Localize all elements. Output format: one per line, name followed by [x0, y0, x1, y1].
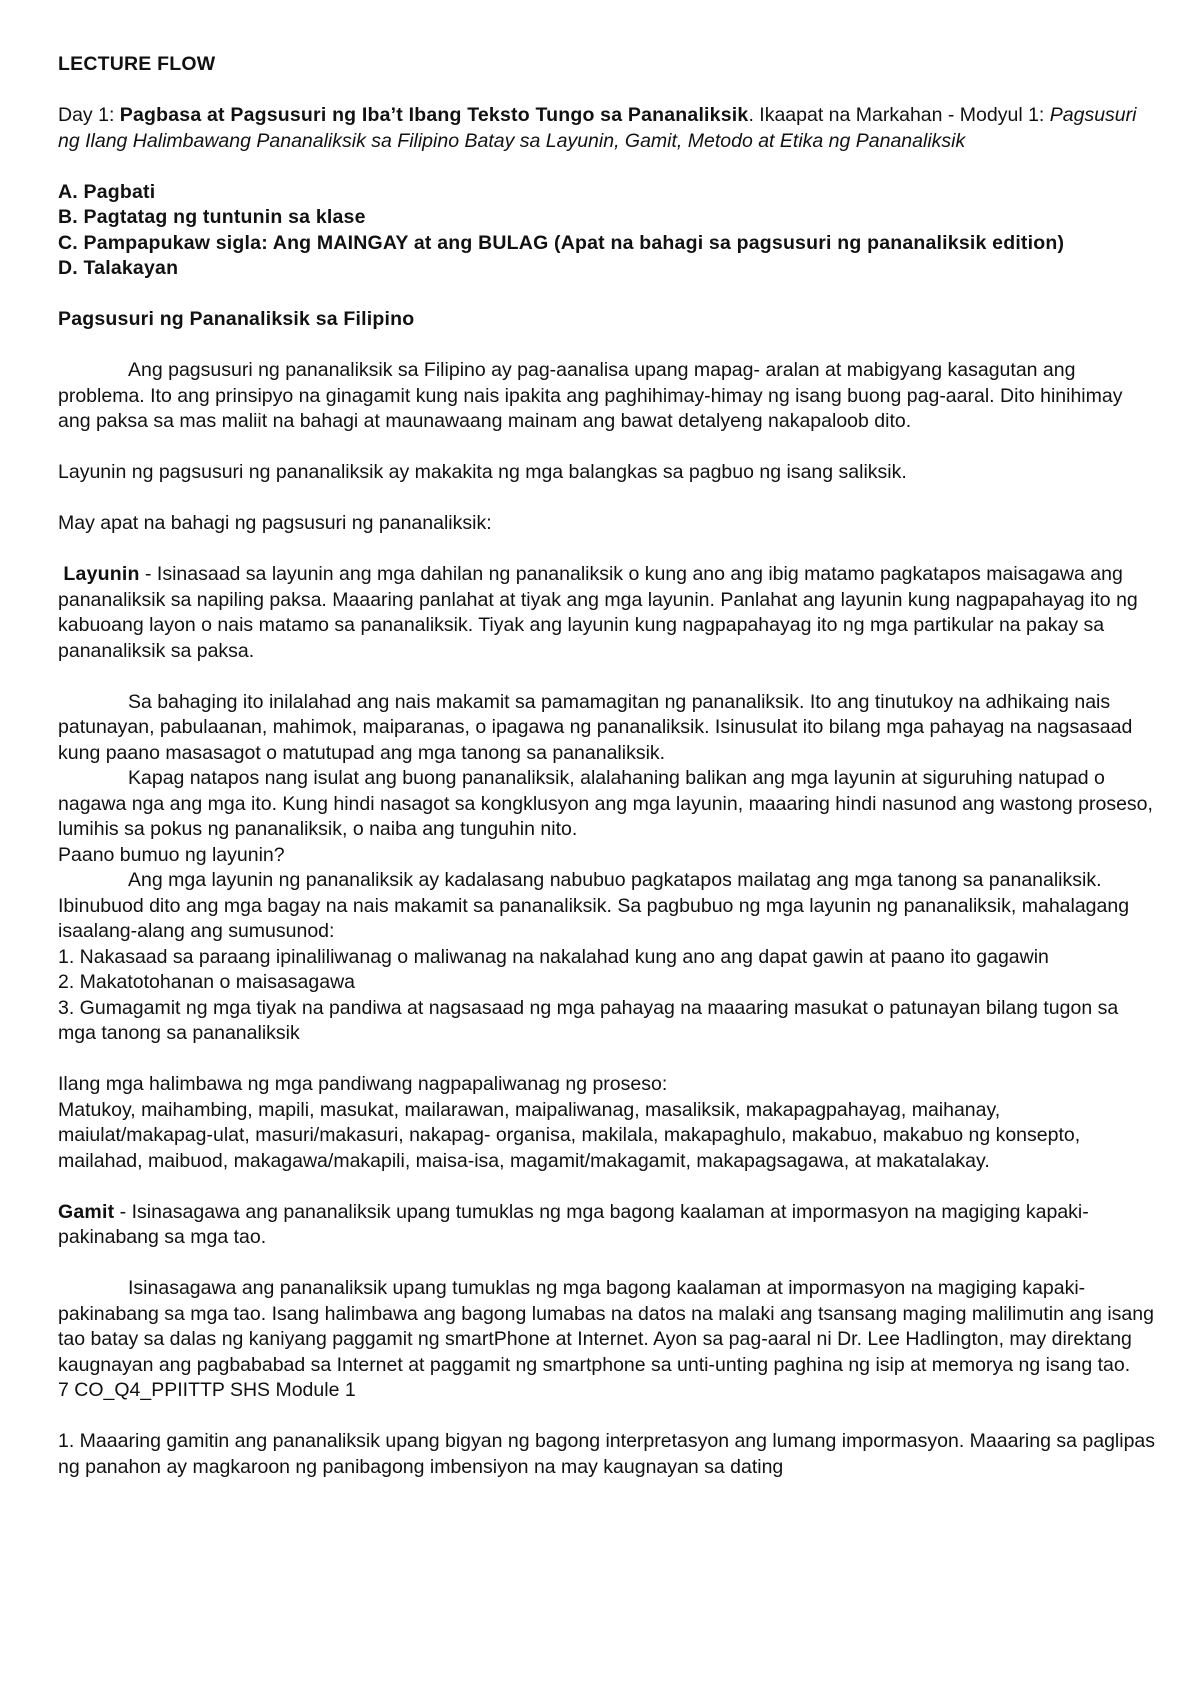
lecture-flow-heading: LECTURE FLOW: [58, 53, 216, 75]
document-page: [58, 52, 1158, 1480]
gamit-text: - Isinasagawa ang pananaliksik upang tumuklas ng mga bagong kaalaman at impormasyon na magiging kapaki-pakinabang sa mga tao.: [58, 1200, 1089, 1248]
outline-item: C. Pampapukaw sigla: Ang MAINGAY at ang BULAG (Apat na bahagi sa pagsusuri ng pananaliksik edition): [58, 231, 1065, 254]
section-title: Pagsusuri ng Pananaliksik sa Filipino: [58, 308, 415, 330]
list-item: 3. Gumagamit ng mga tiyak na pandiwa at nagsasaad ng mga pahayag na maaaring masukat o patunayan bilang tugon sa mga tanong sa pananaliksik: [58, 996, 1119, 1044]
examples-list: Matukoy, maihambing, mapili, masukat, mailarawan, maipaliwanag, masaliksik, makapagpahayag, maihanay, maiulat/makapag-ulat, masuri/makasuri, nakapag- organisa, makilala, makapaghulo, makabuo, makabuo ng konsepto, mailahad, maibuod, makagawa/makapili, maisa-isa, magamit/makagamit, makapagsagawa, at makatalakay.: [58, 1098, 1081, 1172]
day-description: [58, 103, 1158, 154]
day-topic-title: Pagbasa at Pagsusuri ng Iba’t Ibang Teksto Tungo sa Pananaliksik: [119, 104, 749, 126]
day-prefix: Day 1:: [58, 104, 120, 126]
layunin-paragraph-1: Sa bahaging ito inilalahad ang nais makamit sa pamamagitan ng pananaliksik. Ito ang tinutukoy na adhikaing nais patunayan, pabulaanan, mahimok, maiparanas, o ipagawa ng pananaliksik. Isinusulat ito bilang mga pahayag na nagsasaad kung paano masasagot o matutupad ang mga tanong sa pananaliksik.: [58, 690, 1133, 764]
module-title: Pagsusuri ng Ilang Halimbawang Pananaliksik sa Filipino Batay sa Layunin, Gamit, Metodo at Etika ng Pananaliksik: [58, 104, 1137, 152]
day-quarter-module: . Ikaapat na Markahan - Modyul 1:: [748, 104, 1050, 126]
gamit-term: Gamit: [58, 1200, 115, 1223]
layunin-summary: Layunin ng pagsusuri ng pananaliksik ay makakita ng mga balangkas sa pagbuo ng isang saliksik.: [58, 461, 907, 483]
layunin-text: - Isinasaad sa layunin ang mga dahilan ng pananaliksik o kung ano ang ibig matamo pagkatapos maisagawa ang pananaliksik sa napiling paksa. Maaaring panlahat at tiyak ang mga layunin. Panlahat ang layunin kung nagpapahayag ito ng kabuoang layon o nais matamo sa pananaliksik. Tiyak ang layunin kung nagpapahayag ito ng mga partikular na pakay sa pananaliksik sa paksa.: [58, 563, 1138, 662]
list-item: 1. Nakasaad sa paraang ipinaliliwanag o maliwanag na nakalahad kung ano ang dapat gawin at paano ito gagawin: [58, 945, 1049, 968]
layunin-question: Paano bumuo ng layunin?: [58, 843, 285, 866]
gamit-paragraph-1: Isinasagawa ang pananaliksik upang tumuklas ng mga bagong kaalaman at impormasyon na magiging kapaki-pakinabang sa mga tao. Isang halimbawa ang bagong lumabas na datos na malaki ang tsansang maging malilimutin ang isang tao batay sa dalas ng kaniyang paggamit ng smartPhone at Internet. Ayon sa pag-aaral ni Dr. Lee Hadlington, may direktang kaugnayan ang pagbababad sa Internet at paggamit ng smartphone sa unti-unting paghina ng isip at memorya ng isang tao.: [58, 1277, 1154, 1376]
layunin-paragraph-3: Ang mga layunin ng pananaliksik ay kadalasang nabubuo pagkatapos mailatag ang mga tanong sa pananaliksik. Ibinubuod dito ang mga bagay na nais makamit sa pananaliksik. Sa pagbubuo ng mga layunin ng pananaliksik, mahalagang isaalang-alang ang sumusunod:: [58, 869, 1130, 942]
lecture-outline: [58, 180, 1158, 282]
gamit-definition: [58, 1200, 1158, 1251]
examples-title: Ilang mga halimbawa ng mga pandiwang nagpapaliwanag ng proseso:: [58, 1073, 668, 1095]
layunin-paragraph-2: Kapag natapos nang isulat ang buong pananaliksik, alalahaning balikan ang mga layunin at siguruhing natupad o nagawa nga ang mga ito. Kung hindi nasagot sa kongklusyon ang mga layunin, maaaring hindi nasunod ang wastong proseso, lumihis sa pokus ng pananaliksik, o naiba ang tunguhin nito.: [58, 767, 1153, 840]
outline-item: D. Talakayan: [58, 257, 179, 279]
outline-item: B. Pagtatag ng tuntunin sa klase: [58, 206, 366, 228]
layunin-definition: [58, 562, 1158, 664]
outline-item: A. Pagbati: [58, 180, 156, 203]
list-item: 2. Makatotohanan o maisasagawa: [58, 971, 356, 993]
module-reference: 7 CO_Q4_PPIITTP SHS Module 1: [58, 1379, 356, 1401]
layunin-term: Layunin: [63, 563, 140, 585]
intro-paragraph: Ang pagsusuri ng pananaliksik sa Filipino ay pag-aanalisa upang mapag- aralan at mabigyang kasagutan ang problema. Ito ang prinsipyo na ginagamit kung nais ipakita ang paghihimay-himay ng isang buong pag-aaral. Dito hinihimay ang paksa sa mas maliit na bahagi at maunawaang mainam ang bawat detalyeng nakapaloob dito.: [58, 359, 1123, 432]
gamit-point-1: 1. Maaaring gamitin ang pananaliksik upang bigyan ng bagong interpretasyon ang lumang impormasyon. Maaaring sa paglipas ng panahon ay magkaroon ng panibagong imbensiyon na may kaugnayan sa dating: [58, 1430, 1156, 1478]
four-parts-line: May apat na bahagi ng pagsusuri ng pananaliksik:: [58, 512, 492, 534]
